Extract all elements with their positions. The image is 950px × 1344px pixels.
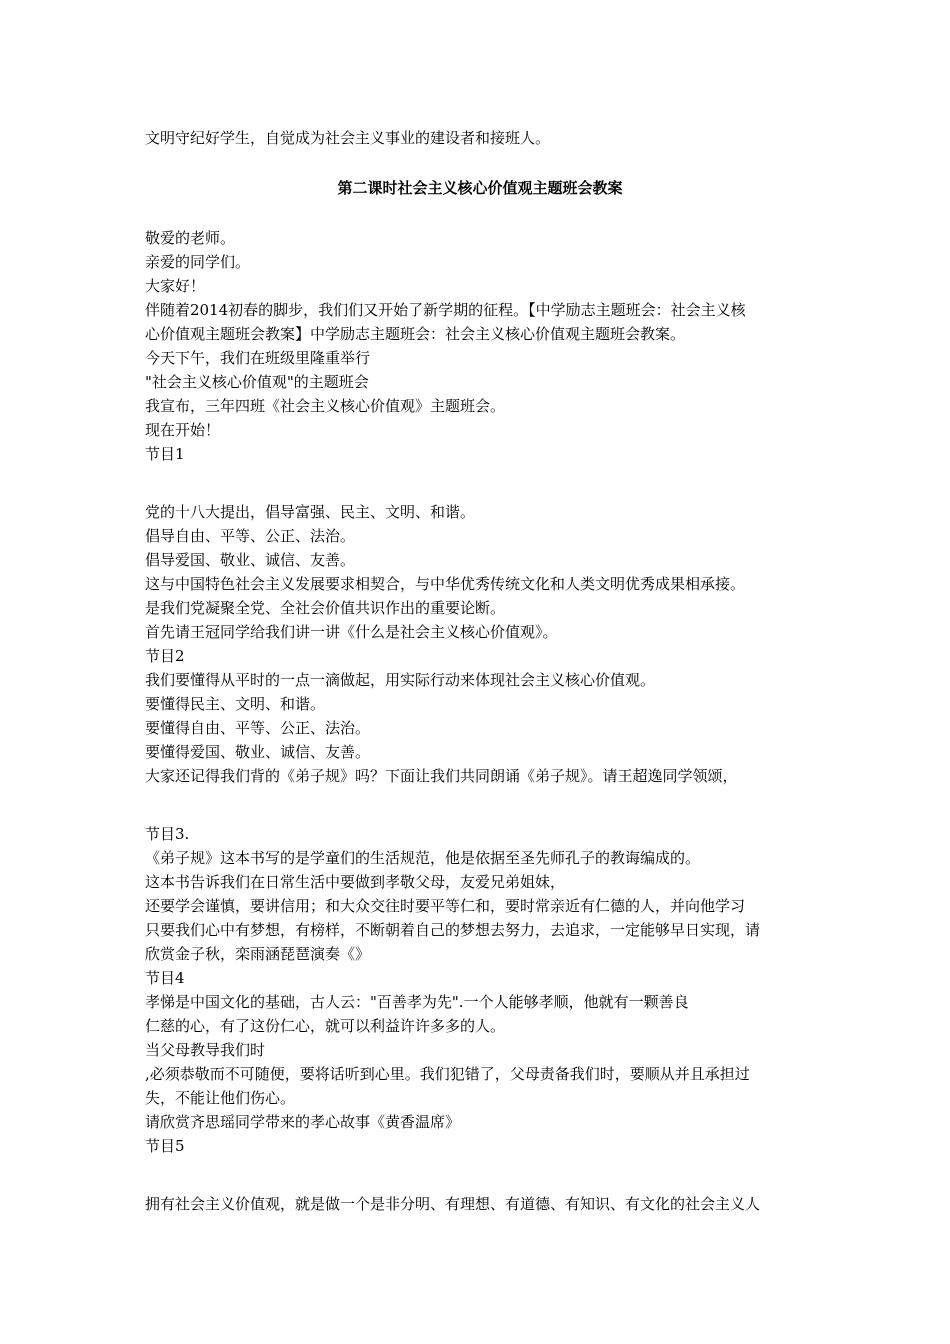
intro-line: 文明守纪好学生，自觉成为社会主义事业的建设者和接班人。: [145, 129, 551, 147]
text-line: 只要我们心中有梦想，有榜样，不断朝着自己的梦想去努力，去追求，一定能够早日实现，请: [145, 921, 761, 939]
section-heading: 节目2: [145, 647, 185, 665]
text-line: 心价值观主题班会教案】中学励志主题班会：社会主义核心价值观主题班会教案。: [145, 325, 686, 343]
text-line: 敬爱的老师。: [145, 229, 236, 247]
text-line: 当父母教导我们时: [145, 1041, 266, 1059]
text-line: 伴随着2014初春的脚步，我们们又开始了新学期的征程。【中学励志主题班会：社会主义核: [145, 301, 746, 319]
text-line: 《弟子规》这本书写的是学童们的生活规范，他是依据至圣先师孔子的教诲编成的。: [145, 849, 701, 867]
text-line: 要懂得爱国、敬业、诚信、友善。: [145, 743, 371, 761]
text-line: 是我们党凝聚全党、全社会价值共识作出的重要论断。: [145, 599, 506, 617]
text-line: 今天下午，我们在班级里隆重举行: [145, 349, 371, 367]
text-line: ,必须恭敬而不可随便，要将话听到心里。我们犯错了，父母责备我们时，要顺从并且承担过: [145, 1065, 750, 1083]
text-line: 要懂得民主、文明、和谐。: [145, 695, 326, 713]
text-line: 党的十八大提出，倡导富强、民主、文明、和谐。: [145, 503, 476, 521]
section-heading: 节目1: [145, 445, 185, 463]
section-heading: 节目4: [145, 969, 185, 987]
text-line: 还要学会谨慎，要讲信用；和大众交往时要平等仁和，要时常亲近有仁德的人，并向他学习: [145, 897, 746, 915]
text-line: 欣赏金子秋，栾雨涵琵琶演奏《》: [145, 945, 371, 963]
text-line: 现在开始！: [145, 421, 221, 439]
text-line: 倡导自由、平等、公正、法治。: [145, 527, 356, 545]
text-line: 大家好！: [145, 277, 206, 295]
text-line: 拥有社会主义价值观，就是做一个是非分明、有理想、有道德、有知识、有文化的社会主义人: [145, 1195, 761, 1213]
section-heading: 节目5: [145, 1137, 185, 1155]
text-line: 这与中国特色社会主义发展要求相契合，与中华优秀传统文化和人类文明优秀成果相承接。: [145, 575, 746, 593]
text-line: 我宣布，三年四班《社会主义核心价值观》主题班会。: [145, 397, 506, 415]
text-line: 倡导爱国、敬业、诚信、友善。: [145, 551, 356, 569]
text-line: 首先请王冠同学给我们讲一讲《什么是社会主义核心价值观》。: [145, 623, 558, 641]
document-title: 第二课时社会主义核心价值观主题班会教案: [337, 179, 623, 197]
text-line: 我们要懂得从平时的一点一滴做起，用实际行动来体现社会主义核心价值观。: [145, 671, 656, 689]
text-line: 这本书告诉我们在日常生活中要做到孝敬父母，友爱兄弟姐妹，: [145, 873, 566, 891]
text-line: 请欣赏齐思瑶同学带来的孝心故事《黄香温席》: [145, 1113, 461, 1131]
text-line: 亲爱的同学们。: [145, 253, 251, 271]
text-line: "社会主义核心价值观"的主题班会: [145, 373, 369, 391]
text-line: 孝悌是中国文化的基础，古人云："百善孝为先".一个人能够孝顺，他就有一颗善良: [145, 993, 689, 1011]
text-line: 大家还记得我们背的《弟子规》吗？下面让我们共同朗诵《弟子规》。请王超逸同学领颂，: [145, 767, 738, 785]
text-line: 要懂得自由、平等、公正、法治。: [145, 719, 371, 737]
section-heading: 节目3.: [145, 825, 190, 843]
text-line: 失，不能让他们伤心。: [145, 1089, 296, 1107]
text-line: 仁慈的心，有了这份仁心，就可以利益许许多多的人。: [145, 1017, 506, 1035]
